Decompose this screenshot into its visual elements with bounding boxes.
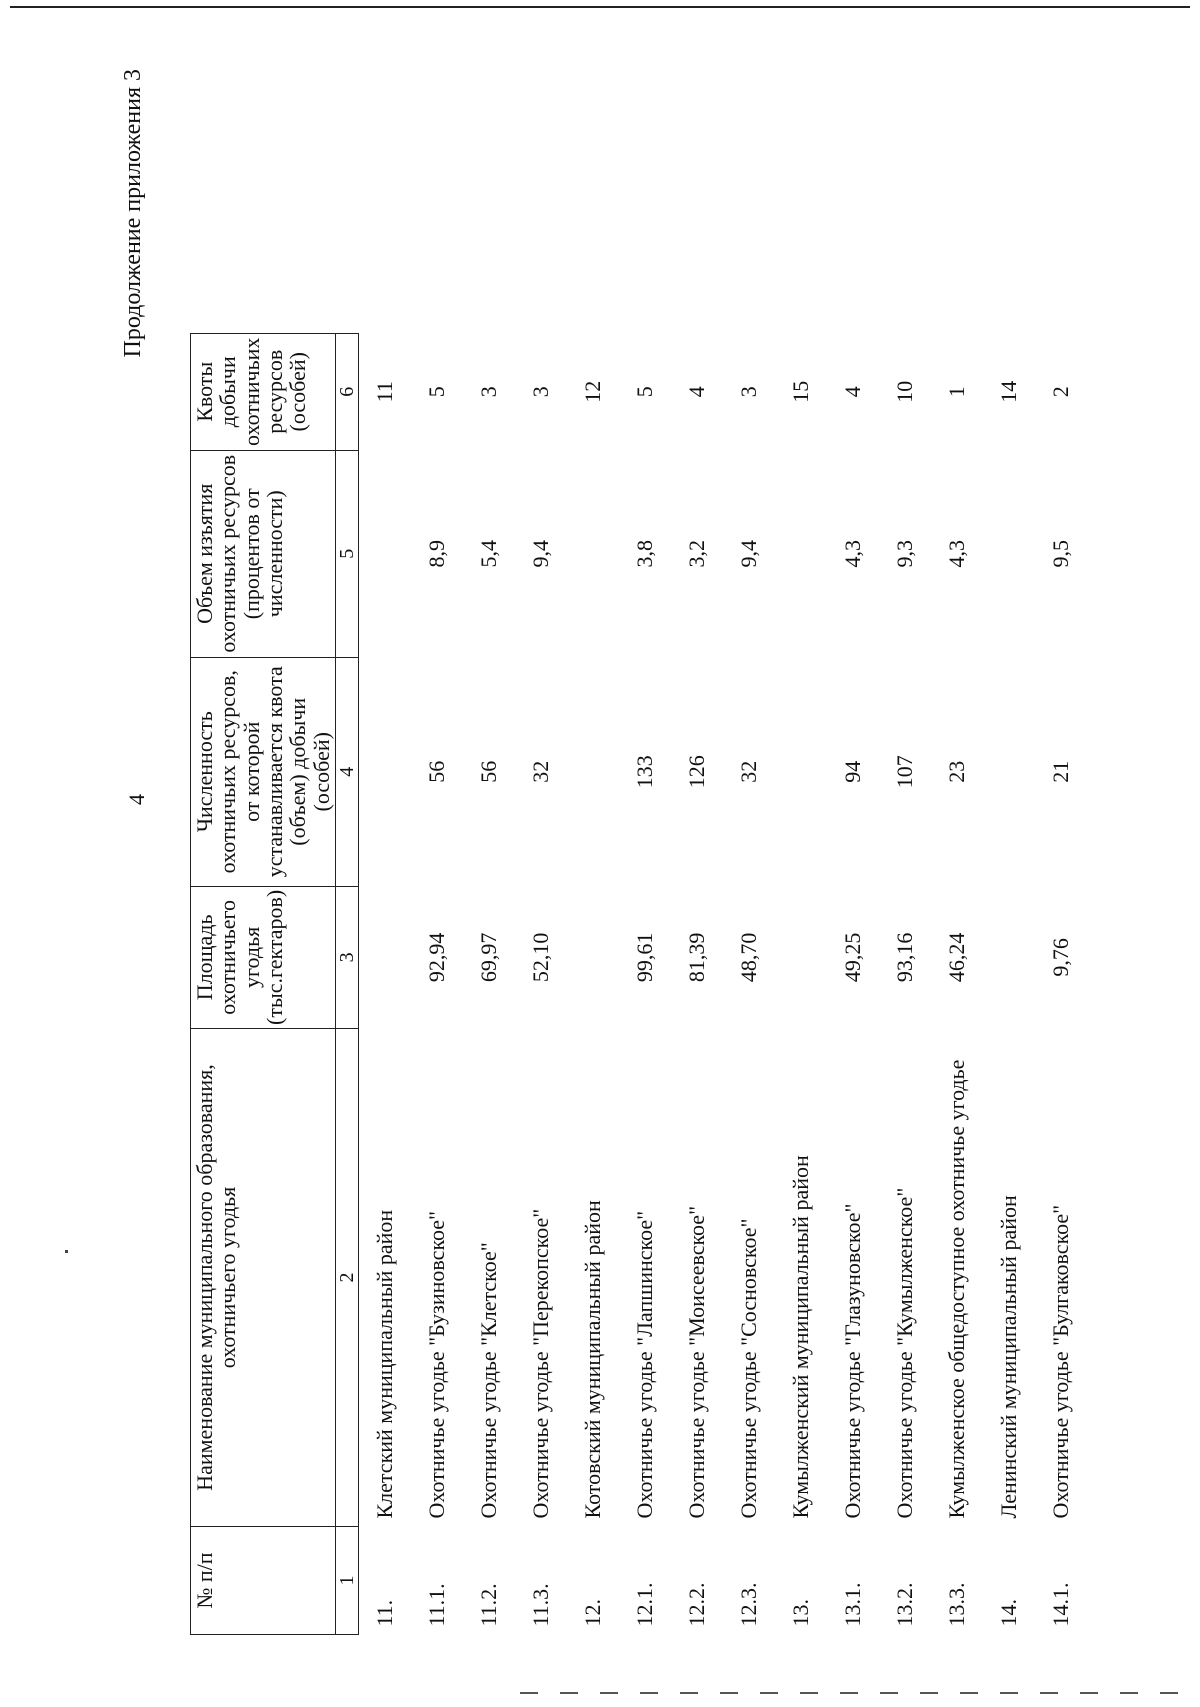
row-number: 13.3. [943,1582,969,1627]
row-area: 69,97 [475,932,501,983]
row-quota: 4 [839,386,865,398]
row-percent [983,450,1035,657]
quota-table [190,333,1087,1635]
column-number: 5 [335,450,358,657]
row-quota: 5 [631,386,657,398]
row-area: 92,94 [423,932,449,983]
row-count [775,657,827,886]
row-quota: 10 [891,380,917,403]
row-quota: 2 [1047,386,1073,398]
document-sheet [120,69,1160,1635]
row-percent [567,450,619,657]
row-percent: 3,8 [631,540,657,568]
table-row [515,333,567,1634]
row-area: 46,24 [943,932,969,983]
table-row [983,333,1035,1634]
row-count: 32 [527,760,553,783]
row-quota: 12 [579,380,605,403]
table-row [723,333,775,1634]
row-area: 93,16 [891,932,917,983]
row-area [567,886,619,1028]
header-percent: Объем изъятия охотничьих ресурсов (процентов от численности) [191,450,336,657]
page-top-border [10,6,1190,8]
row-name: Кумылженский муниципальный район [787,1155,813,1519]
row-area [983,886,1035,1028]
table-row [463,333,515,1634]
row-number: 13.1. [839,1582,865,1627]
row-quota: 11 [371,381,397,403]
row-count: 107 [891,755,917,789]
row-number: 12.2. [683,1582,709,1627]
page-number: 4 [124,794,149,805]
row-percent: 4,3 [839,540,865,568]
row-name: Клетский муниципальный район [371,1209,397,1519]
row-count: 56 [423,760,449,783]
table-row [879,333,931,1634]
row-percent [358,450,411,657]
row-number: 12. [579,1599,605,1627]
table-row [775,333,827,1634]
row-number: 12.3. [735,1582,761,1627]
header-quota: Квоты добычи охотничьих ресурсов (особей) [191,333,336,450]
row-area: 52,10 [527,932,553,983]
row-number: 11.3. [527,1583,553,1627]
column-number: 1 [335,1527,358,1635]
row-number: 13.2. [891,1582,917,1627]
row-count: 126 [683,755,709,789]
row-count [983,657,1035,886]
row-count: 21 [1047,760,1073,783]
column-number-row [335,333,358,1634]
row-name: Охотничье угодье "Бузиновское" [423,1210,449,1519]
row-area: 99,61 [631,932,657,983]
row-percent: 9,5 [1047,540,1073,568]
row-number: 14. [995,1599,1021,1627]
scan-speck [65,1250,68,1253]
row-count: 56 [475,760,501,783]
row-quota: 1 [943,386,969,398]
row-count: 94 [839,760,865,783]
table-row [411,333,463,1634]
row-area [775,886,827,1028]
row-name: Охотничье угодье "Перекопское" [527,1208,553,1519]
row-count: 133 [631,755,657,789]
row-count: 32 [735,760,761,783]
scan-bottom-artifact [520,1692,1180,1694]
row-name: Охотничье угодье "Глазуновское" [839,1203,865,1519]
column-number: 6 [335,333,358,450]
row-name: Охотничье угодье "Булгаковское" [1047,1204,1073,1519]
table-row [931,333,983,1634]
row-percent [775,450,827,657]
continuation-heading: Продолжение приложения 3 [120,69,146,358]
row-name: Охотничье угодье "Лапшинское" [631,1210,657,1519]
header-area: Площадь охотничьего угодья (тыс.гектаров) [191,886,336,1028]
row-quota: 3 [475,386,501,398]
row-number: 14.1. [1047,1582,1073,1627]
row-area [358,886,411,1028]
row-quota: 14 [995,380,1021,403]
table-header-row [191,333,336,1634]
row-quota: 4 [683,386,709,398]
row-quota: 5 [423,386,449,398]
row-quota: 3 [527,386,553,398]
row-name: Ленинский муниципальный район [995,1195,1021,1519]
row-percent: 5,4 [475,540,501,568]
row-percent: 8,9 [423,540,449,568]
row-count [567,657,619,886]
column-number: 4 [335,657,358,886]
row-quota: 15 [787,380,813,403]
row-number: 11. [371,1599,397,1627]
row-percent: 3,2 [683,540,709,568]
row-number: 12.1. [631,1582,657,1627]
row-area: 49,25 [839,932,865,983]
row-count: 23 [943,760,969,783]
row-percent: 9,3 [891,540,917,568]
row-name: Охотничье угодье "Кумылженское" [891,1187,917,1519]
row-name: Охотничье угодье "Сосновское" [735,1218,761,1519]
row-area: 48,70 [735,932,761,983]
row-percent: 9,4 [735,540,761,568]
column-number: 2 [335,1029,358,1527]
row-percent: 9,4 [527,540,553,568]
row-area: 81,39 [683,932,709,983]
table-row [619,333,671,1634]
table-row [358,333,411,1634]
row-name: Охотничье угодье "Клетское" [475,1242,501,1519]
table-row [671,333,723,1634]
row-name: Котовский муниципальный район [579,1200,605,1519]
header-count: Численность охотничьих ресурсов, от которой устанавливается квота (объем) добычи (особей) [191,657,336,886]
row-count [358,657,411,886]
table-row [567,333,619,1634]
table-row [1035,333,1087,1634]
row-number: 11.1. [423,1583,449,1627]
header-name: Наименование муниципального образования, охотничьего угодья [191,1029,336,1527]
header-number: № п/п [191,1527,336,1635]
row-name: Охотничье угодье "Моисеевское" [683,1205,709,1519]
row-area: 9,76 [1047,938,1073,977]
row-quota: 3 [735,386,761,398]
row-number: 13. [787,1599,813,1627]
column-number: 3 [335,886,358,1028]
table-row [827,333,879,1634]
row-name: Кумылженское общедоступное охотничье угодье [943,1059,969,1519]
row-number: 11.2. [475,1583,501,1627]
row-percent: 4,3 [943,540,969,568]
